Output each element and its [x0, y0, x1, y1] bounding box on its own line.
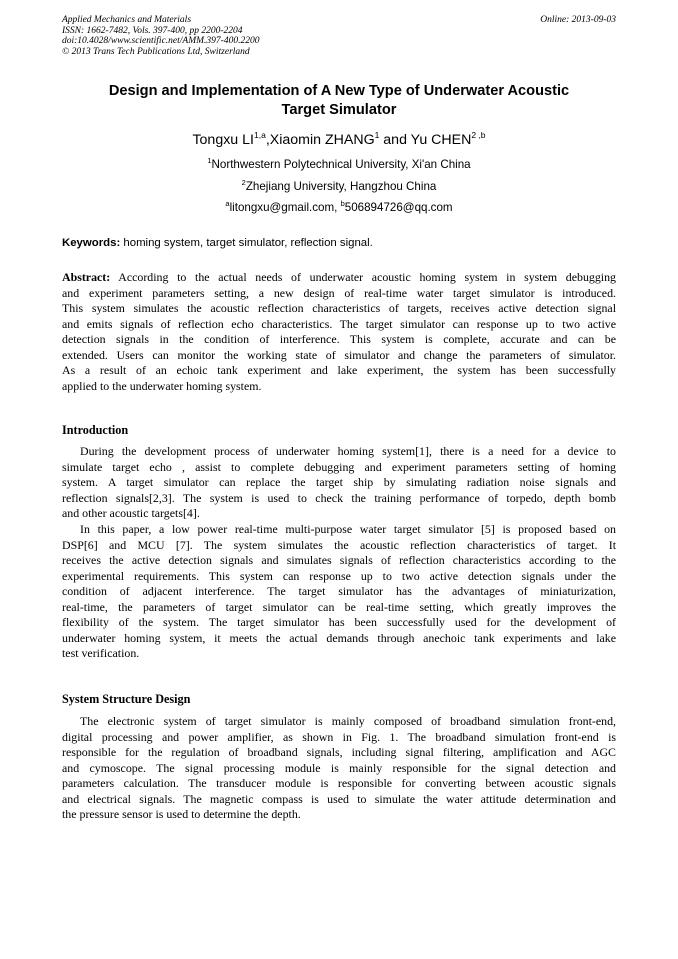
abstract-line: detection signals in the condition of interference. This system is complete, accurate and can be — [62, 332, 616, 346]
abstract-line: As a result of an echoic tank experiment and lake experiment, the system has been successfully — [62, 363, 616, 377]
paragraph-line: DSP[6] and MCU [7]. The system simulates the acoustic reflection characteristics of target. It — [62, 537, 616, 552]
paper-title — [62, 82, 616, 120]
keywords-label: Keywords: — [62, 237, 121, 249]
title-line-1: Design and Implementation of A New Type of Underwater Acoustic — [108, 83, 570, 99]
journal-name: Applied Mechanics and Materials — [62, 15, 192, 25]
abstract — [62, 270, 616, 394]
affiliation-1-text: Northwestern Polytechnical University, Xi'an China — [211, 158, 471, 171]
paragraph-line: During the development process of underwater homing system[1], there is a need for a device to — [80, 444, 616, 458]
paragraph-line: underwater homing system, it meets the actual demands through anechoic tank experiments and lake — [62, 630, 616, 645]
author-1-sup: 1,a — [253, 130, 266, 140]
affiliation-2-text: Zhejiang University, Hangzhou China — [245, 180, 437, 193]
paragraph-line: and cymoscope. The signal processing module is mainly responsible for the signal detection and — [62, 760, 616, 775]
introduction-paragraph-2 — [62, 522, 616, 662]
paragraph-line: simulate target echo , assist to complete debugging and experiment parameters setting of homing — [62, 459, 616, 474]
author-1-name: Tongxu LI — [192, 132, 254, 148]
paragraph-line: digital processing and power amplifier, as shown in Fig. 1. The broadband simulation front-end is — [62, 729, 616, 744]
author-emails — [62, 201, 616, 215]
title-line-2: Target Simulator — [281, 102, 397, 118]
paragraph-line: parameters calculation. The transducer module is responsible for converting between acoustic signals — [62, 776, 616, 790]
introduction-paragraph-1 — [62, 444, 616, 522]
author-2-sup: 1 — [374, 130, 380, 140]
introduction-heading: Introduction — [62, 423, 129, 437]
abstract-line: This system simulates the acoustic reflection characteristics of targets, receives active detection signal — [62, 301, 616, 315]
online-date: Online: 2013-09-03 — [540, 15, 616, 25]
paragraph-line: and other acoustic targets[4]. — [62, 506, 200, 520]
paragraph-line: experimental requirements. This system can response up to two active detection signals under the — [62, 568, 616, 583]
copyright-line: © 2013 Trans Tech Publications Ltd, Switzerland — [62, 46, 250, 57]
system-structure-paragraph — [62, 714, 616, 823]
author-3-sup: 2 ,b — [471, 130, 486, 140]
author-3-name: and Yu CHEN — [379, 132, 472, 148]
paragraph-line: reflection signals[2,3]. The system is used to check the training performance of torpedo, depth bomb — [62, 490, 616, 505]
abstract-line: applied to the underwater homing system. — [62, 378, 262, 393]
keywords-text: homing system, target simulator, reflection signal. — [120, 237, 373, 249]
email-a: litongxu@gmail.com, — [229, 201, 341, 214]
abstract-line: Abstract: According to the actual needs of underwater acoustic homing system in system debugging — [62, 270, 616, 284]
paragraph-line: real-time, the parameters of target simulator can be real-time setting, which greatly improves the — [62, 599, 616, 614]
affiliation-2 — [62, 180, 616, 194]
affiliation-2-sup: 2 — [241, 178, 246, 187]
abstract-line: and emits signals of reflection echo characteristics. The target simulator can response up to two active — [62, 316, 616, 331]
affiliation-1 — [62, 158, 616, 172]
paragraph-line: test verification. — [62, 646, 140, 660]
doi-line: doi:10.4028/www.scientific.net/AMM.397-400.2200 — [62, 36, 260, 47]
paragraph-line: the pressure sensor is used to determine the depth. — [62, 807, 301, 821]
author-list — [62, 131, 616, 149]
paragraph-line: system. A target simulator can replace the target ship by simulating radiation noise signals and — [62, 475, 616, 489]
paragraph-line: receives the active detection signals and simulates signals of reflection characteristics according to the — [62, 553, 616, 567]
paragraph-line: flexibility of the system. The target simulator has been successfully used for the development of — [62, 615, 616, 629]
paragraph-line: responsible for the regulation of broadband signals, including signal filtering, amplification and AGC — [62, 745, 616, 759]
paragraph-line: and electrical signals. The magnetic compass is used to simulate the water attitude determination and — [62, 791, 616, 806]
issn-line: ISSN: 1662-7482, Vols. 397-400, pp 2200-2204 — [62, 25, 243, 36]
abstract-line: and experiment parameters setting, a new design of real-time water target simulator is introduced. — [62, 285, 616, 300]
abstract-line: extended. Users can monitor the working state of simulator and change the parameters of simulator. — [62, 347, 616, 362]
paragraph-line: The electronic system of target simulator is mainly composed of broadband simulation front-end, — [80, 714, 616, 728]
affiliation-1-sup: 1 — [207, 156, 212, 165]
author-2-name: ,Xiaomin ZHANG — [265, 132, 375, 148]
paragraph-line: condition of adjacent interference. The target simulator has the advantages of miniaturization, — [62, 584, 616, 598]
email-a-sup: a — [225, 199, 230, 208]
abstract-label: Abstract: — [62, 270, 111, 284]
email-b: 506894726@qq.com — [344, 201, 453, 214]
paragraph-line: In this paper, a low power real-time multi-purpose water target simulator [5] is proposed based on — [80, 522, 616, 536]
email-b-sup: b — [340, 199, 345, 208]
keywords — [62, 236, 616, 250]
journal-header — [62, 15, 616, 57]
system-structure-heading: System Structure Design — [62, 692, 191, 706]
